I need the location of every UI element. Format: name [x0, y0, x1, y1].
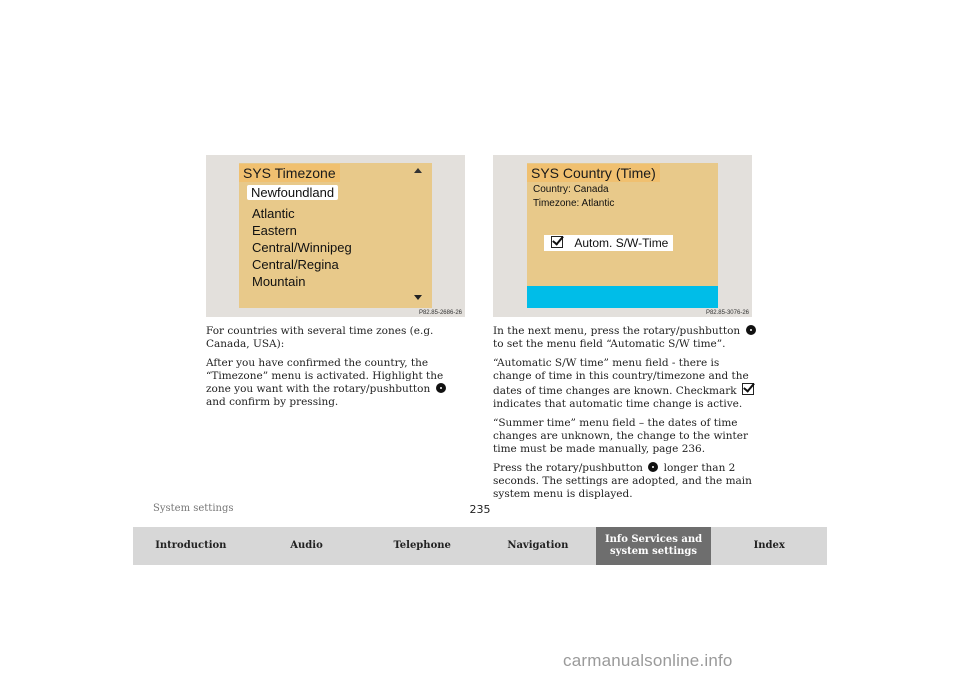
- section-title: System settings: [153, 503, 234, 514]
- tab-index[interactable]: Index: [711, 527, 827, 565]
- menu-item: Atlantic: [252, 206, 295, 221]
- page-number: 235: [469, 503, 491, 516]
- right-text-column: [493, 325, 759, 507]
- paragraph: For countries with several time zones (e.g. Canada, USA):: [206, 325, 434, 350]
- menu-item: Central/Regina: [252, 257, 339, 272]
- tab-introduction[interactable]: Introduction: [133, 527, 249, 565]
- figure-caption: P82.85-2686-26: [418, 310, 462, 316]
- menu-item: Mountain: [252, 274, 306, 289]
- screen-title: SYS Timezone: [239, 164, 340, 182]
- checkmark-icon: [742, 383, 754, 395]
- rotary-pushbutton-icon: [648, 462, 658, 472]
- paragraph: “Summer time” menu field – the dates of time changes are unknown, the change to the winter time must be made manually, page 236.: [493, 417, 748, 455]
- menu-item: Central/Winnipeg: [252, 240, 352, 255]
- rotary-pushbutton-icon: [436, 383, 446, 393]
- checkmark-icon: [551, 236, 563, 248]
- status-bar: [527, 286, 718, 308]
- left-text-column: [206, 325, 468, 415]
- scroll-down-arrow-icon: [414, 295, 422, 300]
- scroll-up-arrow-icon: [414, 168, 422, 173]
- figure-caption: P82.85-3076-26: [705, 310, 749, 316]
- tab-navigation[interactable]: Navigation: [480, 527, 596, 565]
- country-line: Country: Canada: [533, 184, 609, 195]
- screen-title: SYS Country (Time): [527, 164, 660, 182]
- tab-telephone[interactable]: Telephone: [364, 527, 480, 565]
- auto-sw-time-field: [544, 235, 673, 251]
- tab-info-services[interactable]: Info Services and system settings: [596, 527, 712, 565]
- paragraph: Press the rotary/pushbutton longer than 2 seconds. The settings are adopted, and the main system menu is displayed.: [493, 462, 752, 500]
- chapter-tabs: [133, 527, 827, 565]
- figure-country-time: [493, 155, 752, 317]
- paragraph: “Automatic S/W time” menu field - there is change of time in this country/timezone and the dates of time changes are known. Checkmark indicates that automatic time change is active.: [493, 357, 759, 411]
- watermark: carmanualsonline.info: [563, 651, 733, 670]
- menu-item: Eastern: [252, 223, 297, 238]
- timezone-screen: [239, 163, 432, 308]
- rotary-pushbutton-icon: [746, 325, 756, 335]
- tab-audio[interactable]: Audio: [249, 527, 365, 565]
- paragraph: After you have confirmed the country, the “Timezone” menu is activated. Highlight the zone you want with the rotary/pushbutton and confirm by pressing.: [206, 357, 468, 409]
- timezone-line: Timezone: Atlantic: [533, 198, 615, 209]
- country-time-screen: [527, 163, 718, 308]
- menu-item-selected: Newfoundland: [247, 185, 338, 200]
- figure-timezone: [206, 155, 465, 317]
- auto-sw-time-label: Autom. S/W-Time: [574, 236, 669, 250]
- paragraph: In the next menu, press the rotary/pushbutton to set the menu field “Automatic S/W time”.: [493, 325, 759, 351]
